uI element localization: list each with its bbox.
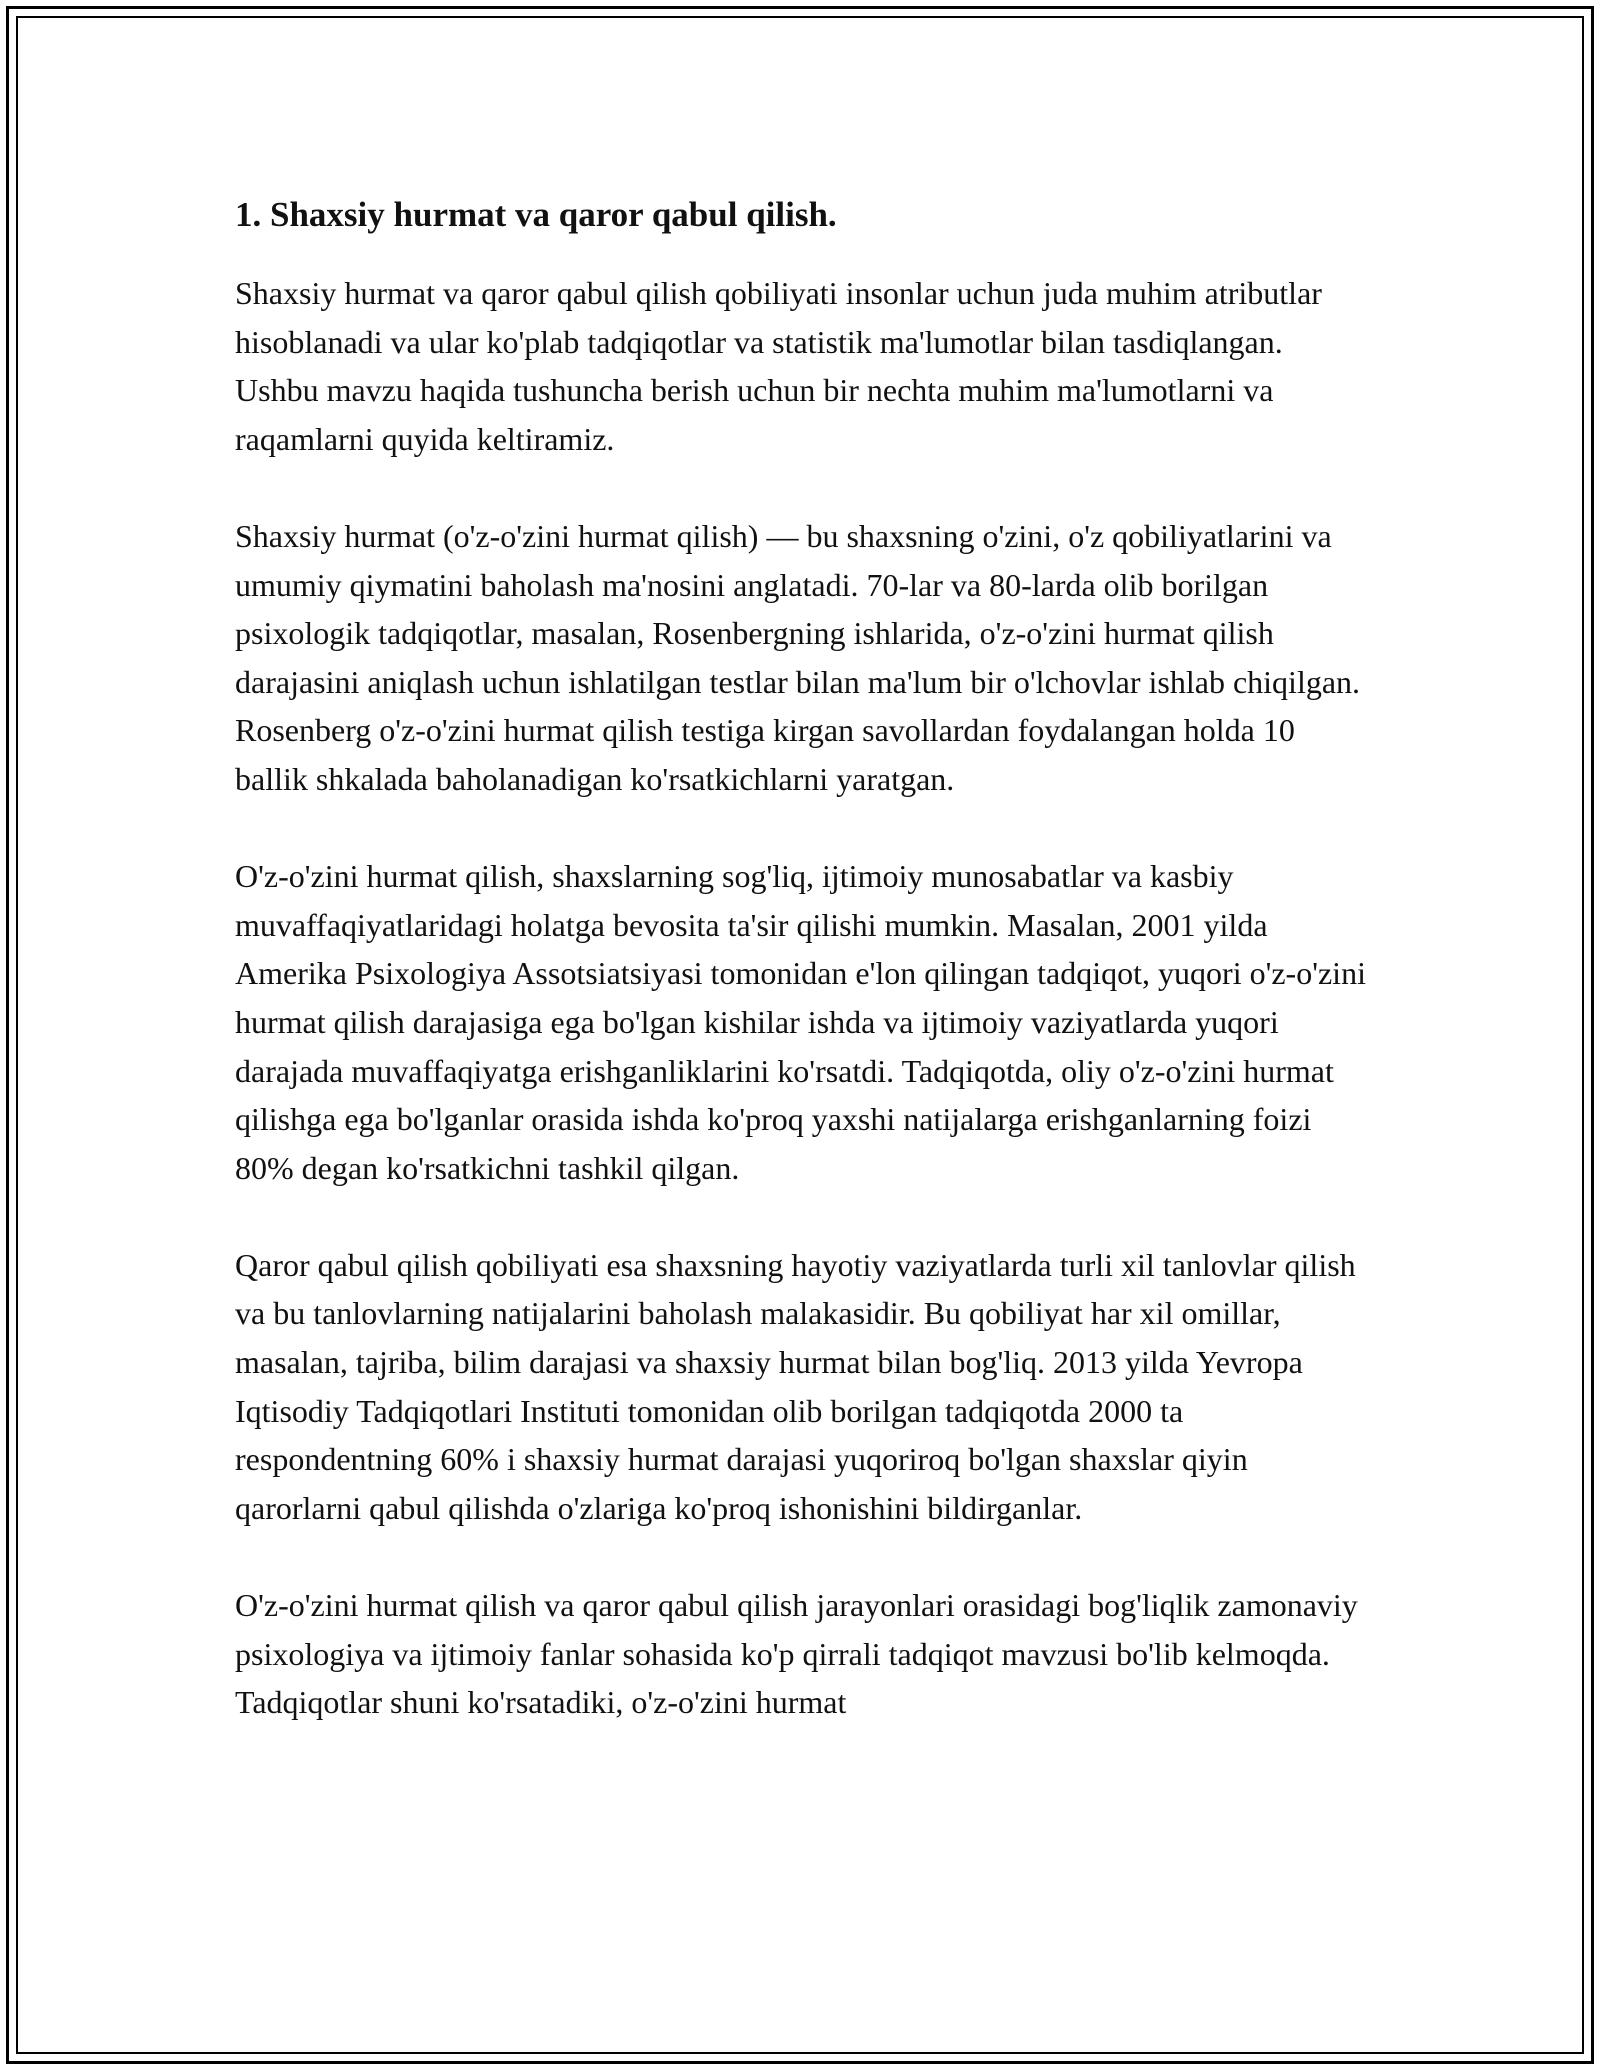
paragraph-self-esteem-definition: Shaxsiy hurmat (o'z-o'zini hurmat qilish) — bu shaxsning o'zini, o'z qobiliyatlarini va umumiy qiymatini baholash ma'nosini anglatadi. 70-lar va 80-larda olib borilgan psixologik tadqiqotlar, masalan, Rosenbergning ishlarida, o'z-o'zini hurmat qilish darajasini aniqlash uchun ishlatilgan testlar bilan ma'lum bir o'lchovlar ishlab chiqilgan. Rosenberg o'z-o'zini hurmat qilish testiga kirgan savollardan foydalangan holda 10 ballik shkalada baholanadigan ko'rsatkichlarni yaratgan. [235, 517, 1361, 797]
paragraph-relationship: O'z-o'zini hurmat qilish va qaror qabul qilish jarayonlari orasidagi bog'liqlik zamonaviy psixologiya va ijtimoiy fanlar sohasida ko'p qirrali tadqiqot mavzusi bo'lib kelmoqda. Tadqiqotlar shuni ko'rsatadiki, o'z-o'zini hurmat [235, 1587, 1358, 1721]
paragraph-decision-making: Qaror qabul qilish qobiliyati esa shaxsning hayotiy vaziyatlarda turli xil tanlovlar qilish va bu tanlovlarning natijalarini baholash malakasidir. Bu qobiliyat har xil omillar, masalan, tajriba, bilim darajasi va shaxsiy hurmat bilan bog'liq. 2013 yilda Yevropa Iqtisodiy Tadqiqotlari Instituti tomonidan olib borilgan tadqiqotda 2000 ta respondentning 60% i shaxsiy hurmat darajasi yuqoriroq bo'lgan shaxslar qiyin qarorlarni qabul qilishda o'zlariga ko'proq ishonishini bildirganlar. [235, 1246, 1356, 1526]
paragraph-self-esteem-impact: O'z-o'zini hurmat qilish, shaxslarning sog'liq, ijtimoiy munosabatlar va kasbiy muvaffaqiyatlaridagi holatga bevosita ta'sir qilishi mumkin. Masalan, 2001 yilda Amerika Psixologiya Assotsiatsiyasi tomonidan e'lon qilingan tadqiqot, yuqori o'z-o'zini hurmat qilish darajasiga ega bo'lgan kishilar ishda va ijtimoiy vaziyatlarda yuqori darajada muvaffaqiyatga erishganliklarini ko'rsatdi. Tadqiqotda, oliy o'z-o'zini hurmat qilishga ega bo'lganlar orasida ishda ko'proq yaxshi natijalarga erishganlarning foizi 80% degan ko'rsatkichni tashkil qilgan. [235, 858, 1366, 1186]
document-body [235, 185, 1370, 1775]
paragraph-intro: Shaxsiy hurmat va qaror qabul qilish qobiliyati insonlar uchun juda muhim atributlar hisoblanadi va ular ko'plab tadqiqotlar va statistik ma'lumotlar bilan tasdiqlangan. Ushbu mavzu haqida tushuncha berish uchun bir nechta muhim ma'lumotlarni va raqamlarni quyida keltiramiz. [235, 275, 1322, 457]
section-heading: 1. Shaxsiy hurmat va qaror qabul qilish. [235, 195, 837, 234]
